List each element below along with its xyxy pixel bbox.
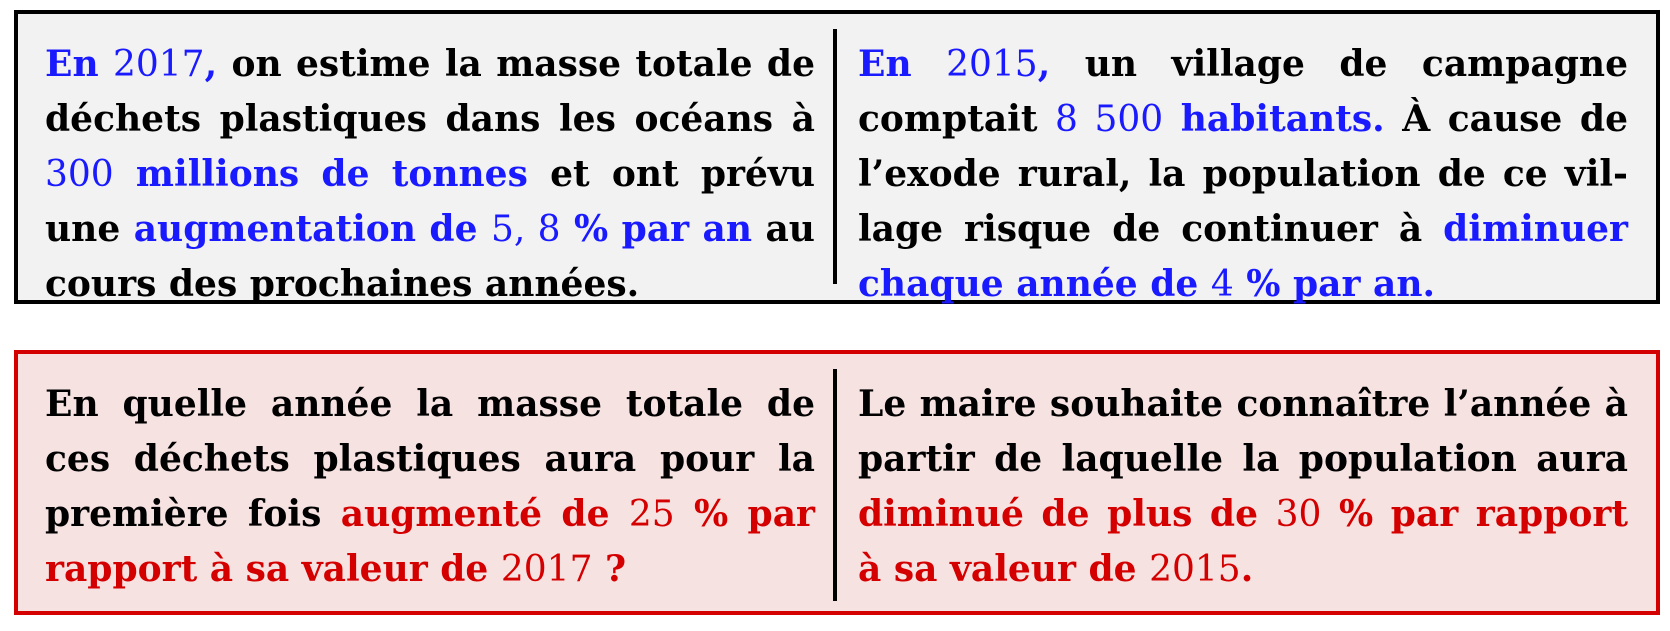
text-segment: cours des prochaines années. — [45, 263, 640, 305]
text-line — [45, 147, 815, 202]
text-segment: 8 500 — [1055, 99, 1164, 140]
text-line — [858, 487, 1628, 542]
text-segment: une — [45, 208, 134, 250]
text-segment: 25 — [628, 494, 675, 535]
text-segment: comptait — [858, 98, 1056, 140]
text-segment: 2017 — [500, 549, 593, 590]
text-line — [45, 487, 815, 542]
text-segment: à sa valeur de — [858, 548, 1150, 590]
text-line — [858, 377, 1628, 432]
data-box — [14, 10, 1660, 304]
text-segment: on estime la masse totale de — [217, 43, 815, 85]
text-segment: diminuer — [1443, 208, 1628, 250]
text-segment: Le maire souhaite connaître l’année à — [858, 383, 1628, 425]
text-line — [45, 542, 815, 597]
text-segment: 300 — [45, 154, 114, 195]
text-segment: première fois — [45, 493, 341, 535]
text-line — [45, 377, 815, 432]
text-segment: déchets plastiques dans les océans à — [45, 98, 815, 140]
text-segment: % par rapport — [1321, 493, 1628, 535]
text-segment: augmentation de — [133, 208, 491, 250]
text-segment: 30 — [1275, 494, 1322, 535]
text-segment: . — [1240, 548, 1254, 590]
text-line — [45, 257, 815, 312]
text-segment: habitants. — [1163, 98, 1385, 140]
text-line — [858, 542, 1628, 597]
text-line — [858, 37, 1628, 92]
text-segment: ? — [592, 548, 627, 590]
text-segment: % par — [674, 493, 815, 535]
text-line — [45, 92, 815, 147]
text-segment: 2015 — [946, 44, 1038, 85]
text-segment: % par an — [560, 208, 753, 250]
text-line — [858, 147, 1628, 202]
text-segment: un village de campagne — [1050, 43, 1628, 85]
text-segment: En — [858, 43, 947, 85]
text-segment: ces déchets plastiques aura pour la — [45, 438, 815, 480]
village-data-text — [858, 37, 1628, 312]
text-segment: diminué de plus de — [858, 493, 1276, 535]
column-divider — [833, 369, 837, 601]
text-line — [858, 92, 1628, 147]
text-line — [45, 432, 815, 487]
text-segment: 5, 8 — [490, 209, 561, 250]
text-segment: millions de tonnes — [113, 153, 528, 195]
text-segment: l’exode rural, la population de ce vil- — [858, 153, 1628, 195]
text-line — [45, 37, 815, 92]
text-segment: chaque année de — [858, 263, 1211, 305]
text-segment: En — [45, 43, 113, 85]
text-line — [45, 202, 815, 257]
text-segment: lage risque de continuer à — [858, 208, 1444, 250]
text-segment: 2015 — [1149, 549, 1241, 590]
plastic-question-text — [45, 377, 815, 597]
text-line — [858, 257, 1628, 312]
text-segment: % par an. — [1233, 263, 1436, 305]
village-question-text — [858, 377, 1628, 597]
text-segment: 4 — [1210, 264, 1234, 305]
text-segment: et ont prévu — [527, 153, 815, 195]
text-segment: rapport à sa valeur de — [45, 548, 501, 590]
text-line — [858, 432, 1628, 487]
text-segment: partir de laquelle la population aura — [858, 438, 1628, 480]
text-segment: au — [752, 208, 815, 250]
text-segment: 2017 — [112, 44, 205, 85]
text-segment: À cause de — [1384, 98, 1628, 140]
plastic-data-text — [45, 37, 815, 312]
text-segment: augmenté de — [340, 493, 629, 535]
text-line — [858, 202, 1628, 257]
column-divider — [833, 29, 837, 284]
text-segment: , — [1037, 43, 1051, 85]
text-segment: En quelle année la masse totale de — [45, 383, 815, 425]
text-segment: , — [204, 43, 218, 85]
question-box — [14, 350, 1660, 615]
